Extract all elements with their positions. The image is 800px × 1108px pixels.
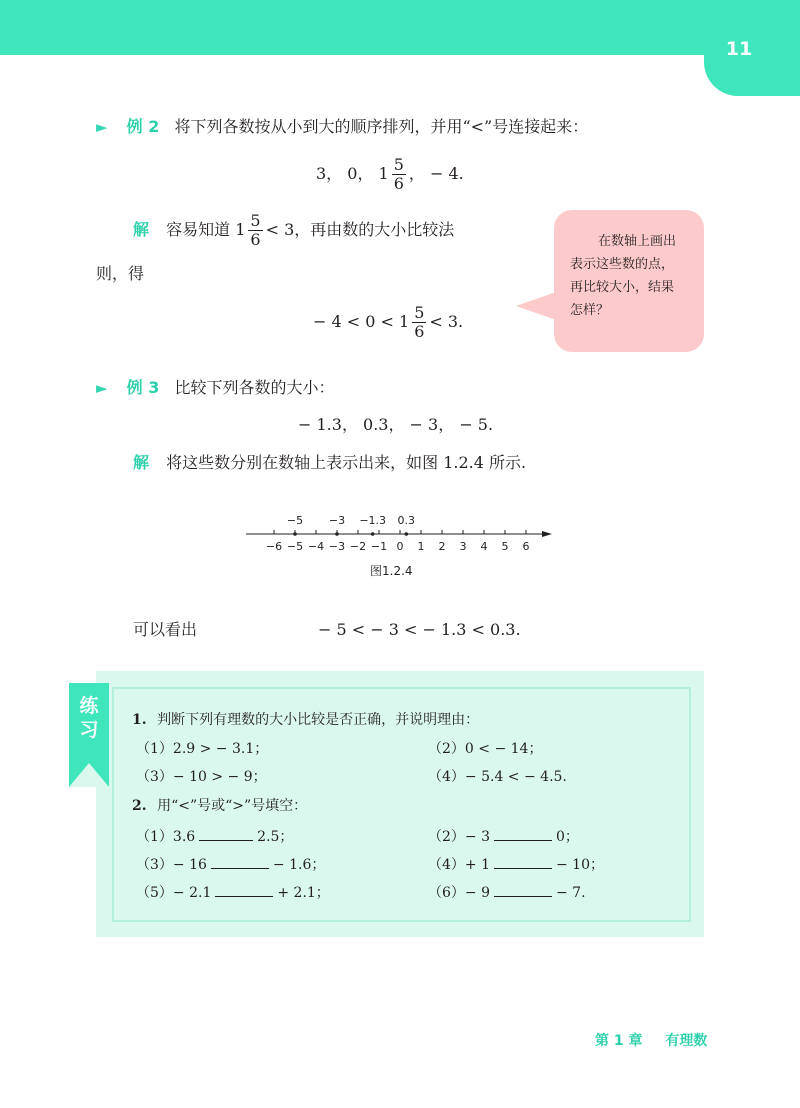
number-line-tick-label: −4 xyxy=(307,540,325,553)
solution-label: 解 xyxy=(133,220,150,239)
number-line-point-label: −5 xyxy=(286,514,304,527)
answer-blank[interactable] xyxy=(211,854,269,869)
exercise-q2-item xyxy=(136,826,293,846)
solution-text: 将这些数分别在数轴上表示出来，如图 1.2.4 所示. xyxy=(166,453,527,472)
exercise-q2-item xyxy=(428,882,586,902)
number-line-tick-label: 1 xyxy=(417,540,425,553)
number-line-tick-label: 2 xyxy=(438,540,446,553)
example-3-heading xyxy=(96,378,334,398)
number-line-tick-label: 0 xyxy=(396,540,404,553)
number-line-point xyxy=(293,532,297,536)
exercise-q1-item: （2）0 < − 14； xyxy=(428,741,543,757)
exercise-tag-notch xyxy=(69,763,109,787)
item-right: − 7. xyxy=(556,885,586,901)
item-right: + 2.1； xyxy=(277,885,330,901)
exercise-tag-text xyxy=(69,694,109,742)
exercise-tag-char: 练习 xyxy=(79,695,99,741)
figure-caption: 图1.2.4 xyxy=(370,564,413,578)
item-right: − 10； xyxy=(556,857,604,873)
fraction-numerator: 5 xyxy=(250,211,261,230)
example-2-label: 例 2 xyxy=(126,117,160,136)
number-line-point xyxy=(335,532,339,536)
example-3-prompt: 比较下列各数的大小： xyxy=(174,378,335,397)
number-line-point xyxy=(405,532,409,536)
item-left: （2）− 3 xyxy=(428,829,490,845)
example-2-prompt: 将下列各数按从小到大的顺序排列，并用“<”号连接起来： xyxy=(174,117,589,136)
answer-blank[interactable] xyxy=(215,882,273,897)
number-line-tick-label: −3 xyxy=(328,540,346,553)
number-line-tick-label: −6 xyxy=(265,540,283,553)
fraction-denominator: 6 xyxy=(250,230,261,249)
solution-label: 解 xyxy=(133,453,150,472)
number-line-point-label: −1.3 xyxy=(359,514,387,527)
answer-blank[interactable] xyxy=(494,826,552,841)
example-3-solution xyxy=(133,453,526,473)
exercise-q1 xyxy=(132,711,479,729)
conclusion-inequality: − 5 < − 3 < − 1.3 < 0.3. xyxy=(318,620,521,639)
solution-line-2: 则，得 xyxy=(96,264,145,283)
exercise-q2-item xyxy=(428,854,604,874)
speech-bubble-tail xyxy=(516,292,556,320)
bubble-line: 怎样？ xyxy=(570,303,610,318)
fraction-five-sixths xyxy=(248,212,262,249)
number-line-tick-label: −2 xyxy=(349,540,367,553)
exercise-q2-text: 用“<”号或“>”号填空： xyxy=(157,798,308,814)
fraction-denominator: 6 xyxy=(393,174,404,193)
fraction-five-sixths xyxy=(392,156,406,193)
exercise-q2 xyxy=(132,797,307,815)
example-2-solution xyxy=(133,212,454,249)
fraction-numerator: 5 xyxy=(393,155,404,174)
number-line-tick-label: 3 xyxy=(459,540,467,553)
exercise-q2-item xyxy=(428,826,579,846)
bubble-line: 在数轴上画出 xyxy=(598,234,677,249)
item-right: − 1.6； xyxy=(272,857,326,873)
number-line-tick-label: 6 xyxy=(522,540,530,553)
footer-title: 有理数 xyxy=(665,1033,708,1049)
answer-blank[interactable] xyxy=(199,826,253,841)
number-line-tick-label: −5 xyxy=(286,540,304,553)
item-left: （3）− 16 xyxy=(136,857,207,873)
bubble-line: 再比较大小，结果 xyxy=(570,280,675,295)
example-3-numbers: − 1.3， 0.3， − 3， − 5. xyxy=(298,415,494,434)
solution-text-b: < 3，再由数的大小比较法 xyxy=(265,220,455,239)
exercise-q1-text: 判断下列有理数的大小比较是否正确，并说明理由： xyxy=(157,712,480,728)
number-line-point-label: −3 xyxy=(328,514,346,527)
numbers-part-b: ， − 4. xyxy=(408,164,464,183)
item-right: 0； xyxy=(556,829,579,845)
triangle-marker-icon: ► xyxy=(96,379,108,397)
fraction-denominator: 6 xyxy=(414,322,425,341)
exercise-q2-item xyxy=(136,854,325,874)
number-line-tick-label: −1 xyxy=(370,540,388,553)
item-left: （1）3.6 xyxy=(136,829,196,845)
number-line-point xyxy=(371,532,375,536)
result-part-b: < 3. xyxy=(429,312,464,331)
result-part-a: − 4 < 0 < 1 xyxy=(313,312,410,331)
example-2-result xyxy=(313,304,463,341)
exercise-q1-item: （3）− 10 > − 9； xyxy=(136,769,267,785)
top-color-band xyxy=(0,0,800,55)
number-line-tick-label: 4 xyxy=(480,540,488,553)
fraction-five-sixths xyxy=(412,304,426,341)
answer-blank[interactable] xyxy=(494,854,552,869)
example-2-heading xyxy=(96,117,588,137)
page-number: 11 xyxy=(725,38,753,60)
conclusion-label: 可以看出 xyxy=(133,620,198,639)
item-left: （4）+ 1 xyxy=(428,857,490,873)
exercise-q2-number: 2. xyxy=(132,798,147,814)
exercise-q1-number: 1. xyxy=(132,712,147,728)
example-2-numbers xyxy=(316,156,464,193)
item-left: （6）− 9 xyxy=(428,885,490,901)
number-line-point-label: 0.3 xyxy=(397,514,416,527)
number-line-tick-label: 5 xyxy=(501,540,509,553)
number-line-ticks xyxy=(266,530,530,553)
numbers-part-a: 3， 0， 1 xyxy=(316,164,389,183)
exercise-q1-item: （4）− 5.4 < − 4.5. xyxy=(428,769,567,785)
bubble-line: 表示这些数的点， xyxy=(570,257,675,272)
fraction-numerator: 5 xyxy=(414,303,425,322)
example-3-label: 例 3 xyxy=(126,378,160,397)
number-line-arrow-icon xyxy=(542,531,552,537)
exercise-q2-item xyxy=(136,882,330,902)
triangle-marker-icon: ► xyxy=(96,118,108,136)
speech-bubble-text xyxy=(570,230,696,322)
solution-text-a: 容易知道 1 xyxy=(166,220,246,239)
answer-blank[interactable] xyxy=(494,882,552,897)
exercise-q1-item: （1）2.9 > − 3.1； xyxy=(136,741,269,757)
number-line-figure xyxy=(240,508,560,558)
item-left: （5）− 2.1 xyxy=(136,885,212,901)
item-right: 2.5； xyxy=(257,829,294,845)
page-footer xyxy=(595,1030,707,1050)
number-line-points xyxy=(287,514,415,536)
footer-chapter: 第 1 章 xyxy=(595,1033,643,1049)
